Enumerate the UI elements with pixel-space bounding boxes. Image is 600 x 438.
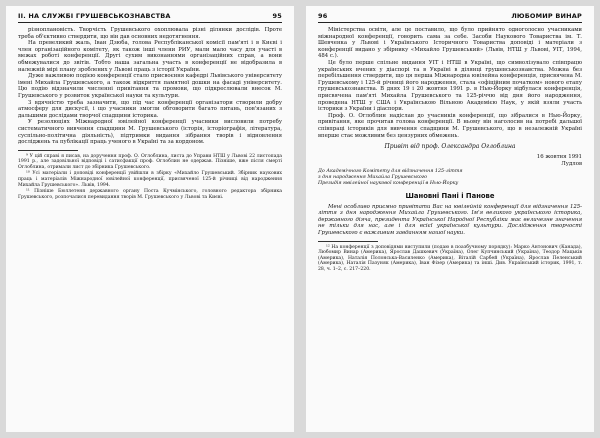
greeting-heading: Привіт від проф. Олександра Оглоблина [384, 143, 516, 151]
recipient-line: з дня народження Михайла Грушевського [318, 175, 428, 181]
letter-recipient [318, 169, 582, 186]
recipient-line: Президія ювілейної наукової конференції в Нью-Йорку [318, 180, 459, 186]
left-page [6, 6, 294, 432]
letter-city: Лудлов [561, 160, 582, 167]
paragraph: Міністерства освіти, але це поставило, що було прийнято одноголосно учасниками міжнародної конференції, говорить сама за себе. Засоби Наукового Товариства ім. Т. Шевченка у Львові і Українського Історичного Товариства доповіді і матеріали з конференції видано у збірнику «Михайло Грушевський» (Львів, НТШ у Львові, УІТ, 1994, 484 с.). [318, 27, 582, 60]
right-page [306, 6, 594, 432]
letter-date: 16 жовтня 1991 [536, 154, 582, 161]
paragraph: Проф. О. Оглоблин надіслав до учасників конференції, що зібралися в Нью-Йорку, привітання, яке прочитав голова конференції. В ньому він наголосив на потребі дальшої співпраці істориків для вивчення спадщини М. Грушевського, що в незалежній Україні вперше стає можливим без цензурних обмежень. [318, 112, 582, 139]
left-body-text [18, 27, 282, 146]
paragraph: різноплановість. Творчість Грушевського охоплювала різні ділянки дослідів. Проте треба об'єктивно ствердити, що він дав основних недотягнення. [18, 27, 282, 40]
footnote-divider [18, 150, 78, 151]
footnote: ¹² На конференції з доповідями виступили (подаю в поазбучному порядку): Марко Антонович (Канада), Любомир Винар (Америка), Ярослав Дашкевич (Україна), Олег Купчинський (Україна), Теодор Мацьків (Америка), Наталія Полонська-Василенко (Америка), Віталій Сарбей (Україна), Ярослав Пеленський (Америка), Наталія Пазуняк (Америка), Іван Фізер (Америка) та інші. Див. Український історик, 1991, т. 28, ч. 1–2, с. 217–220. [318, 244, 582, 273]
letter-body [318, 204, 582, 237]
paragraph: Мені особливо приємно привітати Вас на ювілейній конференції для відзначення 125-ліття з дня народження Михайла Грушевського. Ім'я великого українського історика, державного діяча, президента Української Народної Республіки має величезне значення не тільки для нас, але і для всієї української культури. Дослідження творчості Грушевського є важливим завданням нашої науки. [318, 203, 582, 237]
page-number: 95 [272, 12, 282, 20]
footnote: ⁹ У цій справі я писав, на доручення проф. О. Оглоблина, листа до Управи НТШ у Львові 22 листопада 1991 р., але задовільної відповіді і сатисфакції проф. Оглоблин не одержав. Пізніше, вже після смерті Оглоблина, отримали лист до збірника Грушевського. [18, 153, 282, 170]
left-page-header [18, 12, 282, 23]
right-body-text [318, 27, 582, 139]
letter-salutation: Шановні Пані і Панове [405, 191, 495, 200]
paragraph: Дуже важливою подією конференції стало присвоєння кафедрі Львівського університету імені Михайла Грушевського, а також відкриття памятної дошки на фасаді університету. Цю подію відзначили численні привітання та промови, що підкреслювали внесок М. Грушевського у розвиток української науки та культури. [18, 73, 282, 99]
footnote-divider [318, 241, 378, 242]
footnote: ¹¹ Пізніше Бюллетеня державного органу Поста Кучмінського, головного редактора збірника Грушевського, розпочалися перевидання творів М. Грушевського у Львові та Києві. [18, 189, 282, 200]
footnote: ¹⁰ Усі матеріали і доповіді конференції увійшли в збірку «Михайло Грушевський. Збірник наукових праць і матеріалів Міжнародної ювілейної конференції, присвяченої 125-й річниці від народження Михайла Грушевського». Львів, 1994. [18, 171, 282, 188]
recipient-line: До Академічного Комітету для відзначення 125-ліття [318, 169, 463, 175]
right-footnotes [318, 245, 582, 273]
paragraph: У резолюціях Міжнародної ювілейної конференції учасники висловили потребу систематичного вивчення спадщини М. Грушевського (історія, історіографія, література, суспільно-політична діяльність), підтримки видання зібрання творів і відновлення досліджень та публікації праць ученого в Україні та за кордоном. [18, 119, 282, 146]
paragraph: З вдячністю треба зазначити, що під час конференції організатори створили добру атмосферу для дискусії, і що учасники змогли обговорити багато питань, пов'язаних з дальшими дослідами творчої спадщини історика. [18, 99, 282, 119]
page-number: 96 [318, 12, 328, 20]
paragraph: Це було перше спільне видання УІТ і НТШ в Україні, що символізувало співпрацю українських вчених у діаспорі та в Україні в ділянці грушевськознавства. Можна без перебільшення ствердити, що ця перша Міжнародна ювілейна конференція, присвячена М. Грушевському і 125-й річниці його народження, стала «офіційним початком» нового етапу грушевськознавства. В днях 19 і 20 жовтня 1991 р. в Нью-Йорку відбулася конференція, присвячена пам'яті Михайла Грушевського та 125-річчю від дня його народження, проведена НТШ у США і Українською Вільною Академією Наук, у якій взяли участь історики з України і діаспори. [318, 59, 582, 113]
running-head-author: ЛЮБОМИР ВИНАР [511, 12, 582, 20]
paragraph: На превеликий жаль, Іван Дзюба, голова Республіканської комісії пам'яті і в Києві і член організаційного комітету, як також інші члени РИУ, мали мало часу для участі в межах роботі конференції. Другі сухим виконаннями організаційних справ, а вони обмежувалися до звітів. Тобто наша загальна участь в конференції не відобразила в належній мірі плану зроблених у Львові праць з історії України. [18, 40, 282, 73]
running-head-title: II. НА СЛУЖБІ ГРУШЕВСЬКОЗНАВСТВА [18, 12, 171, 20]
right-page-header [318, 12, 582, 23]
left-footnotes [18, 154, 282, 201]
